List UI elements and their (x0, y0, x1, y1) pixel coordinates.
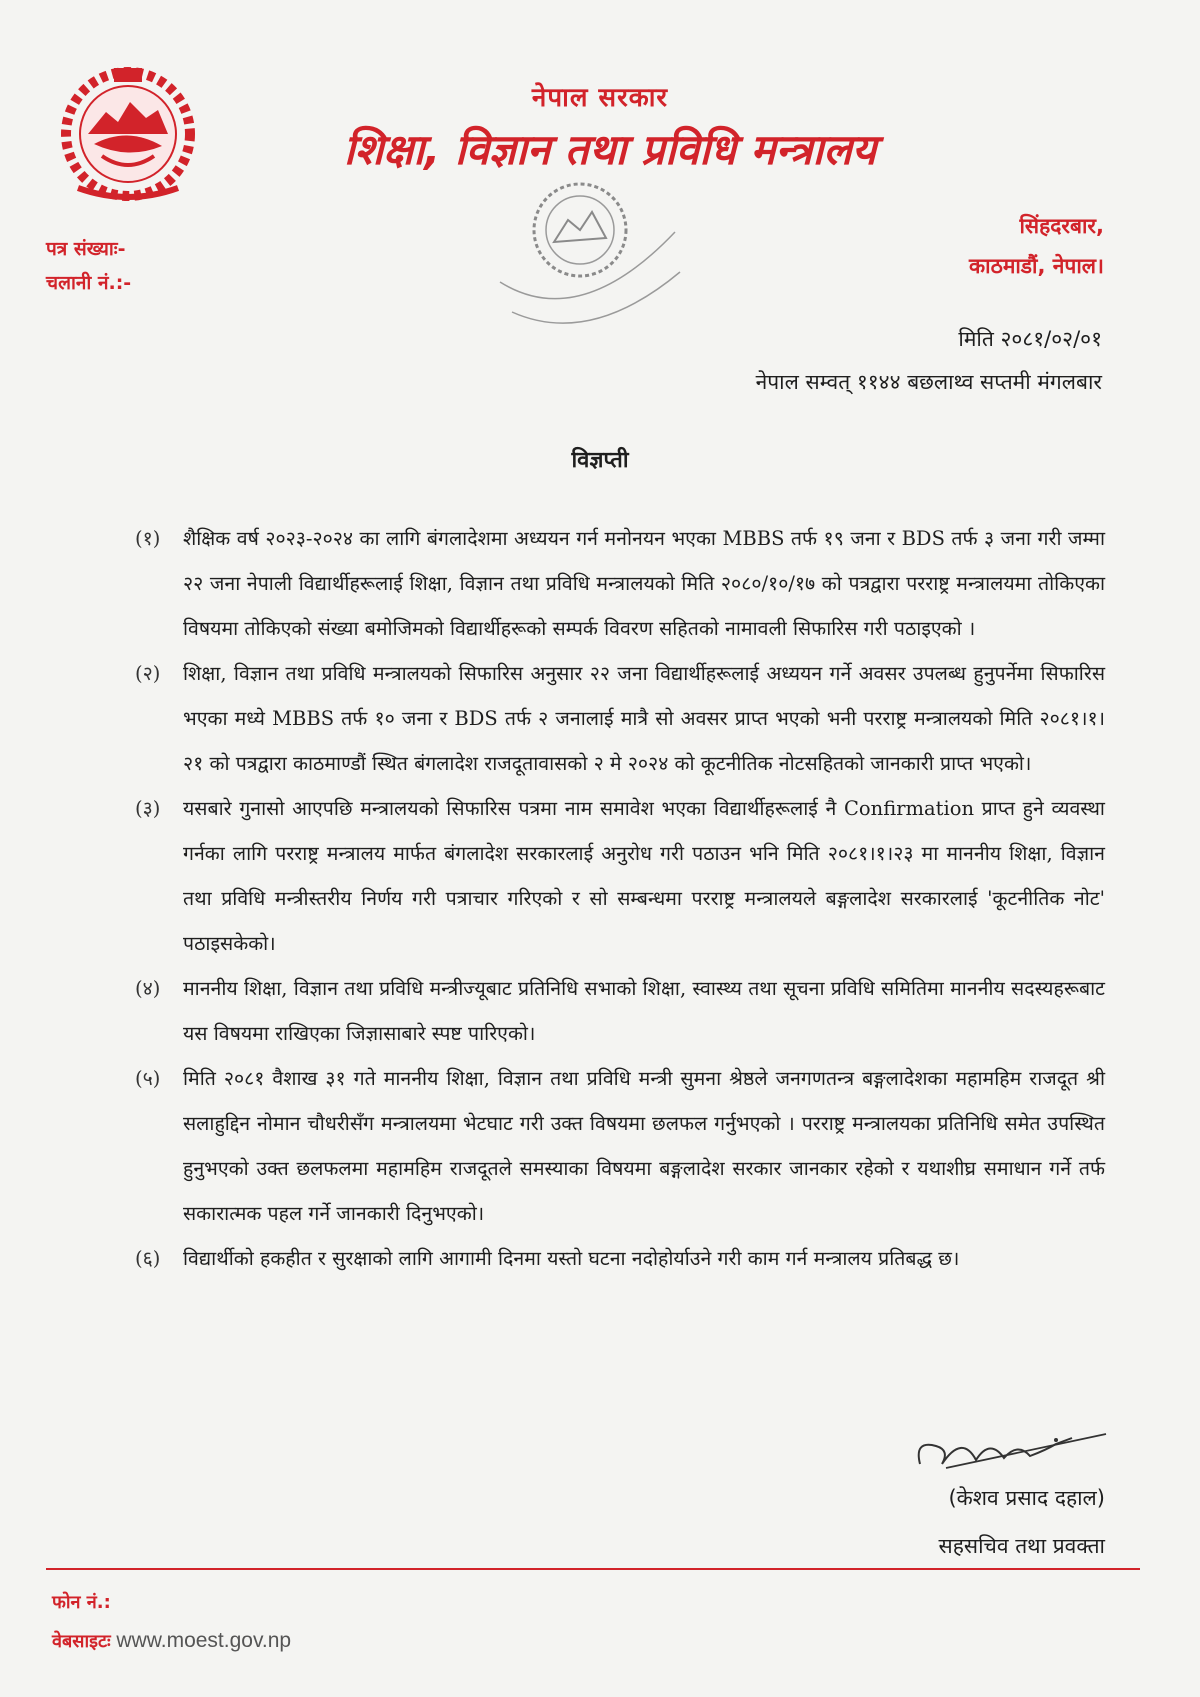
website-link[interactable]: www.moest.gov.np (116, 1629, 292, 1652)
notice-title: विज्ञप्ती (571, 448, 629, 473)
paragraph-text: यसबारे गुनासो आएपछि मन्त्रालयको सिफारिस पत्रमा नाम समावेश भएका विद्यार्थीहरूलाई नै Confirmation प्राप्त हुने व्यवस्था गर्नका लागि परराष्ट्र मन्त्रालय मार्फत बंगलादेश सरकारलाई अनुरोध गरी पठाउन भनि मिति २०८१।१।२३ मा माननीय शिक्षा, विज्ञान तथा प्रविधि मन्त्रीस्तरीय निर्णय गरी पत्राचार गरिएको र सो सम्बन्धमा परराष्ट्र मन्त्रालयले बङ्गलादेश सरकारलाई 'कूटनीतिक नोट' पठाइसकेको। (183, 797, 1105, 955)
ministry-title: शिक्षा, विज्ञान तथा प्रविधि मन्त्रालय (343, 125, 877, 174)
reference-block (46, 232, 131, 300)
address-block (969, 206, 1104, 286)
nepal-sambat-date: नेपाल सम्वत् ११४४ बछलाथ्व सप्तमी मंगलबार (755, 370, 1102, 394)
paragraph-number: (६) (135, 1247, 161, 1270)
paragraph-2 (135, 651, 1105, 786)
notice-body (135, 516, 1105, 1281)
paragraph-text: शिक्षा, विज्ञान तथा प्रविधि मन्त्रालयको सिफारिस अनुसार २२ जना विद्यार्थीहरूलाई अध्ययन गर्ने अवसर उपलब्ध हुनुपर्नेमा सिफारिस भएका मध्ये MBBS तर्फ १० जना र BDS तर्फ २ जनालाई मात्रै सो अवसर प्राप्त भएको भनी परराष्ट्र मन्त्रालयको मिति २०८१।१।२१ को पत्रद्वारा काठमाण्डौं स्थित बंगलादेश राजदूतावासको २ मे २०२४ को कूटनीतिक नोटसहितको जानकारी प्राप्त भएको। (183, 662, 1105, 775)
government-title: नेपाल सरकार (531, 83, 669, 113)
paragraph-text: विद्यार्थीको हकहीत र सुरक्षाको लागि आगामी दिनमा यस्तो घटना नदोहोर्याउने गरी काम गर्न मन्त्रालय प्रतिबद्ध छ। (183, 1247, 960, 1270)
paragraph-4 (135, 966, 1105, 1056)
address-line-1: सिंहदरबार, (1019, 214, 1104, 238)
ministry-seal-icon (480, 172, 690, 342)
signature-icon (906, 1420, 1116, 1480)
footer-divider (46, 1568, 1140, 1570)
paragraph-6 (135, 1236, 1105, 1281)
paragraph-text: मिति २०८१ वैशाख ३१ गते माननीय शिक्षा, विज्ञान तथा प्रविधि मन्त्री सुमना श्रेष्ठले जनगणतन्त्र बङ्गलादेशका महामहिम राजदूत श्री सलाहुद्दिन नोमान चौधरीसँग मन्त्रालयमा भेटघाट गरी उक्त विषयमा छलफल गर्नुभएको । परराष्ट्र मन्त्रालयका प्रतिनिधि समेत उपस्थित हुनुभएको उक्त छलफलमा महामहिम राजदूतले समस्याका विषयमा बङ्गलादेश सरकार जानकार रहेको र यथाशीघ्र समाधान गर्ने तर्फ सकारात्मक पहल गर्ने जानकारी दिनुभएको। (183, 1067, 1105, 1225)
paragraph-number: (१) (135, 527, 161, 550)
footer (52, 1584, 291, 1661)
paragraph-3 (135, 786, 1105, 966)
dispatch-number-label: चलानी नं.:- (46, 272, 132, 294)
signatory-name: (केशव प्रसाद दहाल) (948, 1486, 1105, 1510)
paragraph-1 (135, 516, 1105, 651)
paragraph-text: शैक्षिक वर्ष २०२३-२०२४ का लागि बंगलादेशमा अध्ययन गर्न मनोनयन भएका MBBS तर्फ १९ जना र BDS तर्फ ३ जना गरी जम्मा २२ जना नेपाली विद्यार्थीहरूलाई शिक्षा, विज्ञान तथा प्रविधि मन्त्रालयको मिति २०८०/१०/१७ को पत्रद्वारा परराष्ट्र मन्त्रालयमा तोकिएका विषयमा तोकिएको संख्या बमोजिमको विद्यार्थीहरूको सम्पर्क विवरण सहितको नामावली सिफारिस गरी पठाइएको । (183, 527, 1105, 640)
website-label: वेबसाइटः (52, 1631, 111, 1652)
letter-number-label: पत्र संख्याः- (46, 238, 126, 260)
nepal-government-emblem-icon (58, 56, 198, 206)
paragraph-number: (५) (135, 1067, 161, 1090)
address-line-2: काठमाडौं, नेपाल। (969, 254, 1104, 278)
notice-date: मिति २०८१/०२/०१ (958, 327, 1102, 351)
phone-label: फोन नं.: (52, 1592, 111, 1613)
signatory-designation: सहसचिव तथा प्रवक्ता (938, 1534, 1105, 1558)
paragraph-5 (135, 1056, 1105, 1236)
paragraph-text: माननीय शिक्षा, विज्ञान तथा प्रविधि मन्त्रीज्यूबाट प्रतिनिधि सभाको शिक्षा, स्वास्थ्य तथा सूचना प्रविधि समितिमा माननीय सदस्यहरूबाट यस विषयमा राखिएका जिज्ञासाबारे स्पष्ट पारिएको। (183, 977, 1105, 1045)
paragraph-number: (३) (135, 797, 161, 820)
paragraph-number: (४) (135, 977, 161, 1000)
paragraph-number: (२) (135, 662, 161, 685)
